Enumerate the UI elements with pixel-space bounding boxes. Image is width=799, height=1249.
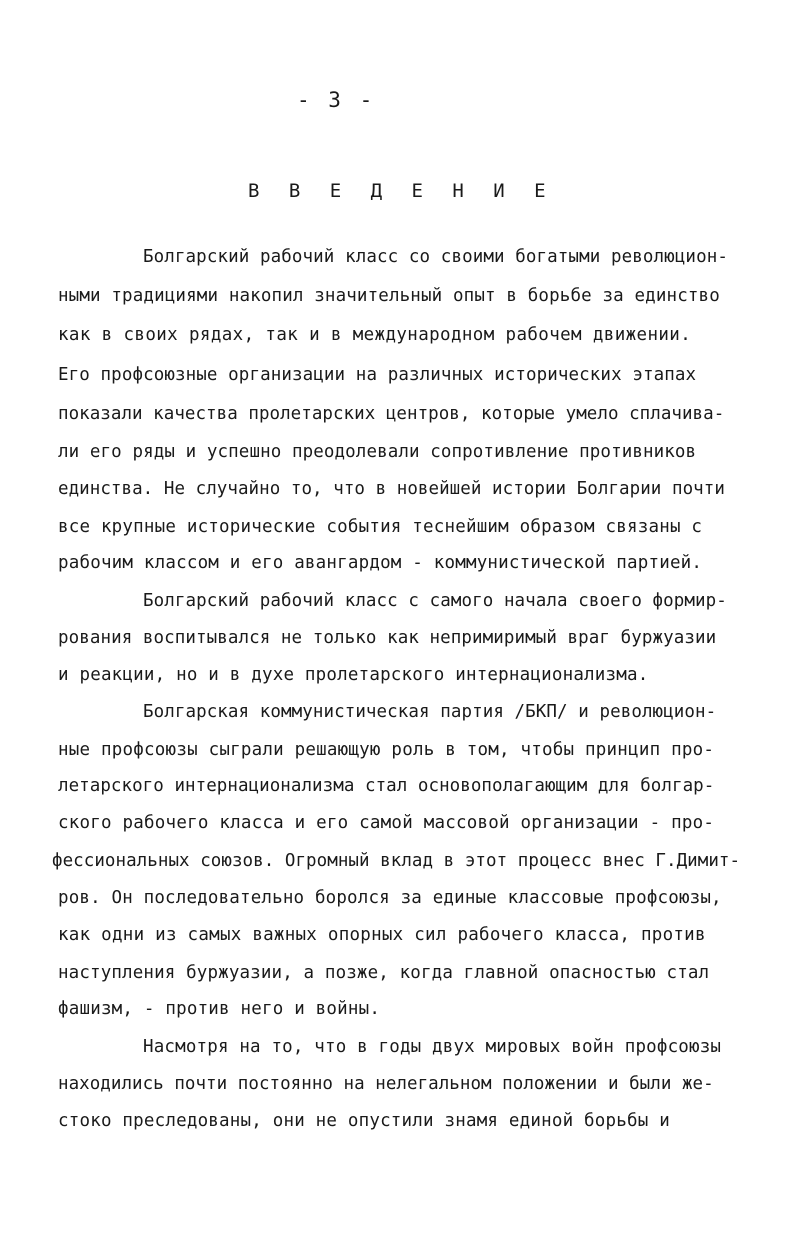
text-line: Болгарский рабочий класс с самого начала своего формир-: [143, 591, 727, 611]
text-line: как одни из самых важных опорных сил рабочего класса, против: [58, 925, 706, 945]
text-line: стоко преследованы, они не опустили знамя единой борьбы и: [58, 1111, 670, 1131]
text-line: Болгарская коммунистическая партия /БКП/ и революцион-: [143, 702, 717, 722]
text-line: Насмотря на то, что в годы двух мировых войн профсоюзы: [143, 1037, 722, 1057]
page-number: - 3 -: [297, 88, 376, 112]
text-line: ными традициями накопил значительный опыт в борьбе за единство: [58, 286, 720, 306]
text-line: показали качества пролетарских центров, которые умело сплачива-: [58, 404, 725, 424]
text-line: ров. Он последовательно боролся за единые классовые профсоюзы,: [58, 888, 722, 908]
section-title: В В Е Д Е Н И Е: [248, 180, 555, 202]
text-line: и реакции, но и в духе пролетарского интернационализма.: [58, 665, 649, 685]
text-line: фашизм, - против него и войны.: [58, 999, 381, 1019]
text-line: фессиональных союзов. Огромный вклад в этот процесс внес Г.Димит-: [52, 851, 741, 871]
text-line: Болгарский рабочий класс со своими богатыми революцион-: [143, 247, 728, 267]
text-line: как в своих рядах, так и в международном рабочем движении.: [58, 325, 692, 345]
text-line: рования воспитывался не только как непримиримый враг буржуазии: [58, 628, 717, 648]
text-line: рабочим классом и его авангардом - коммунистической партией.: [58, 553, 703, 573]
text-line: все крупные исторические события теснейшим образом связаны с: [58, 517, 703, 537]
text-line: ные профсоюзы сыграли решающую роль в том, чтобы принцип про-: [58, 740, 715, 760]
text-line: летарского интернационализма стал основополагающим для болгар-: [58, 776, 715, 796]
text-line: ли его ряды и успешно преодолевали сопротивление противников: [58, 442, 697, 462]
text-line: единства. Не случайно то, что в новейшей истории Болгарии почти: [58, 479, 725, 499]
text-line: Его профсоюзные организации на различных исторических этапах: [58, 365, 697, 385]
text-line: наступления буржуазии, а позже, когда главной опасностью стал: [58, 963, 710, 983]
text-line: находились почти постоянно на нелегальном положении и были же-: [58, 1074, 714, 1094]
text-line: ского рабочего класса и его самой массовой организации - про-: [58, 813, 715, 833]
